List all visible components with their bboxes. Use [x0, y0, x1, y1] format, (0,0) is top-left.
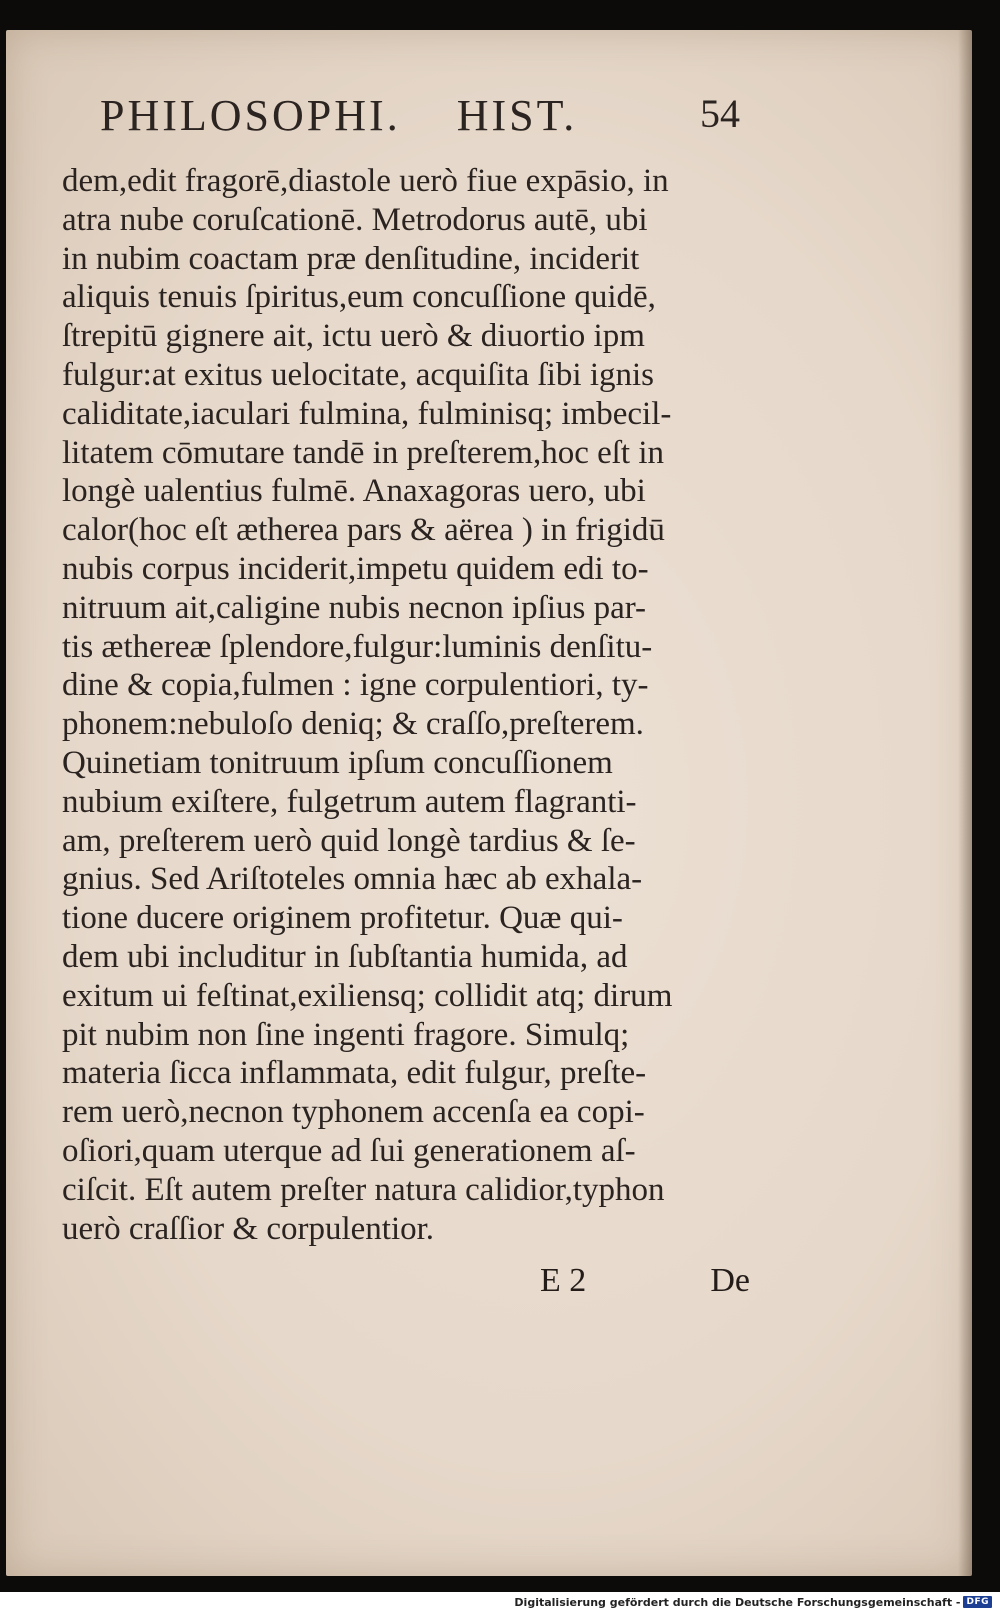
digitization-credit — [514, 1594, 992, 1610]
text-line: caliditate,iaculari fulmina, fulminisq; imbecil- — [62, 395, 672, 432]
text-line: exitum ui feſtinat,exiliensq; collidit atq; dirum — [62, 977, 673, 1014]
text-line: litatem cōmutare tandē in preſterem,hoc eſt in — [62, 434, 665, 471]
text-line: phonem:nebuloſo deniq; & craſſo,preſterem. — [62, 706, 644, 743]
body-text — [62, 162, 762, 1248]
dfg-logo: DFG — [963, 1596, 992, 1608]
text-line: nubis corpus inciderit,impetu quidem edi to- — [62, 550, 649, 587]
text-line: nubium exiſtere, fulgetrum autem flagranti- — [62, 783, 637, 820]
text-line: am, preſterem uerò quid longè tardius & ſe- — [62, 822, 636, 859]
text-line: dine & copia,fulmen : igne corpulentiori, ty- — [62, 667, 649, 704]
text-line: in nubim coactam præ denſitudine, inciderit — [62, 240, 640, 277]
signature-mark: E 2 — [540, 1262, 587, 1299]
text-line: ſtrepitū gignere ait, ictu uerò & diuortio ipm — [62, 318, 645, 355]
text-line: rem uerò,necnon typhonem accenſa ea copi- — [62, 1094, 645, 1131]
text-line: Quinetiam tonitruum ipſum concuſſionem — [62, 744, 613, 781]
text-line: uerò craſſior & corpulentior. — [62, 1210, 435, 1247]
text-line: dem,edit fragorē,diastole uerò fiue expāsio, in — [62, 163, 669, 199]
text-line: dem ubi includitur in ſubſtantia humida, ad — [62, 938, 628, 975]
text-line: ciſcit. Eſt autem preſter natura calidior,typhon — [62, 1171, 665, 1208]
text-line: longè ualentius fulmē. Anaxagoras uero, ubi — [62, 473, 646, 510]
text-line: atra nube coruſcationē. Metrodorus autē, ubi — [62, 201, 648, 238]
credit-text: Digitalisierung gefördert durch die Deutsche Forschungsgemeinschaft - — [514, 1595, 961, 1609]
text-line: tione ducere originem profitetur. Quæ qui- — [62, 900, 623, 937]
text-line: tis æthereæ ſplendore,fulgur:luminis denſitu- — [62, 628, 653, 665]
catchword: De — [710, 1262, 750, 1299]
text-line: materia ſicca inflammata, edit fulgur, preſte- — [62, 1055, 647, 1092]
text-line: gnius. Sed Ariſtoteles omnia hæc ab exhala- — [62, 861, 643, 898]
page-header — [100, 90, 740, 150]
text-line: nitruum ait,caligine nubis necnon ipſius par- — [62, 589, 647, 626]
page-number: 54 — [700, 91, 740, 136]
text-line: oſiori,quam uterque ad ſui generationem aſ- — [62, 1132, 636, 1169]
running-head: PHILOSOPHI. HIST. — [100, 91, 578, 140]
text-line: calor(hoc eſt ætherea pars & aërea ) in frigidū — [62, 512, 665, 549]
page-footer — [540, 1262, 750, 1308]
text-line: pit nubim non ſine ingenti fragore. Simulq; — [62, 1016, 630, 1053]
page-edge-shadow — [958, 30, 972, 1576]
text-line: aliquis tenuis ſpiritus,eum concuſſione quidē, — [62, 279, 656, 316]
text-line: fulgur:at exitus uelocitate, acquiſita ſibi ignis — [62, 356, 655, 393]
